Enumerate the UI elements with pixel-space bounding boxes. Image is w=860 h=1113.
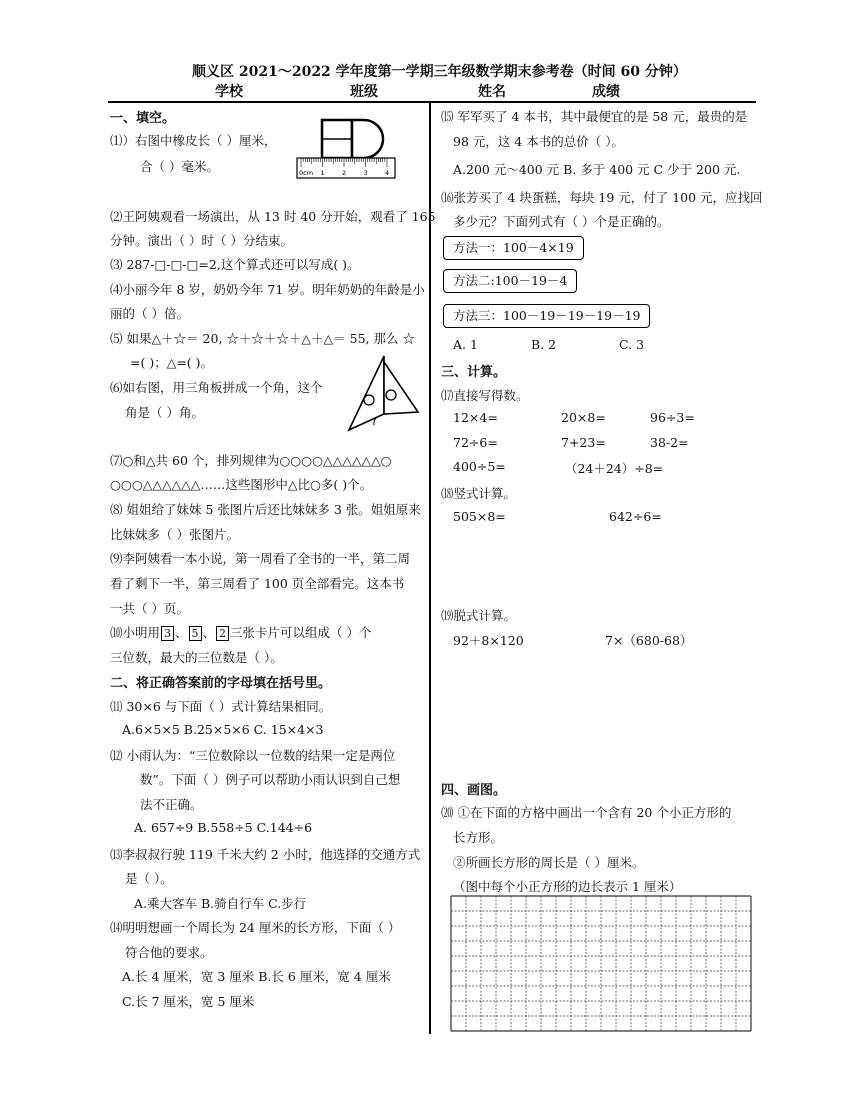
q10-suffix: 三张卡片可以组成（ ）个 [230, 625, 372, 640]
q14-line1: ⒁明明想画一个周长为 24 厘米的长方形，下面（ ） [110, 920, 401, 935]
oral-r1-c1: 12×4= [453, 410, 498, 425]
q5-line1: ⑸ 如果△＋☆＝ 20, ☆＋☆＋☆＋△＋△＝ 55, 那么 ☆ [110, 331, 415, 346]
q14-options-1: A.长 4 厘米，宽 3 厘米 B.长 6 厘米，宽 4 厘米 [122, 969, 391, 984]
q6-line2: 角是（ ）角。 [125, 405, 204, 420]
q18-item-2: 642÷6= [609, 509, 662, 524]
section-4-heading: 四、画图。 [441, 783, 507, 798]
ruler-label-4: 4 [385, 169, 390, 177]
q9-line2: 看了剩下一半，第三周看了 100 页全部看完。这本书 [110, 576, 405, 591]
q4-line1: ⑷小丽今年 8 岁，奶奶今年 71 岁。明年奶奶的年龄是小 [110, 282, 425, 297]
q16-option-b: B. 2 [531, 337, 557, 352]
q11-line: ⑾ 30×6 与下面（ ）式计算结果相同。 [110, 699, 332, 714]
q8-line1: ⑻ 姐姐给了妹妹 5 张图片后还比妹妹多 3 张。姐姐原来 [110, 502, 421, 517]
q7-line1: ⑺○和△共 60 个，排列规律为○○○○△△△△△△○ [110, 453, 392, 468]
oral-r2-c2: 7+23= [561, 435, 606, 450]
q19-item-1: 92＋8×120 [453, 633, 524, 648]
q15-line1: ⒂ 军军买了 4 本书，其中最便宜的是 58 元，最贵的是 [441, 109, 748, 124]
ruler-label-3: 3 [363, 169, 368, 177]
q20-line2: 长方形。 [453, 830, 504, 845]
q9-line1: ⑼李阿姨看一本小说，第一周看了全书的一半，第二周 [110, 551, 411, 566]
q20-line3: ②所画长方形的周长是（ ）厘米。 [453, 855, 645, 870]
q4-line2: 丽的（ ）倍。 [110, 306, 189, 321]
q7-line2: ○○○△△△△△△……这些图形中△比○多( )个。 [110, 477, 373, 492]
method-2-box: 方法二:100－19－4 [443, 269, 577, 293]
q13-line2: 是（ ）。 [125, 871, 173, 886]
q16-line1: ⒃张芳买了 4 块蛋糕，每块 19 元，付了 100 元，应找回 [441, 190, 763, 205]
digit-card-2: 2 [216, 626, 229, 641]
section-1-heading: 一、填空。 [110, 111, 176, 126]
column-divider [429, 102, 431, 1034]
q1-line2: 合（ ）毫米。 [140, 159, 219, 174]
ruler-label-0: 0cm [299, 169, 314, 177]
q20-line4: （图中每个小正方形的边长表示 1 厘米） [453, 879, 682, 894]
q13-options: A.乘大客车 B.骑自行车 C.步行 [134, 896, 307, 911]
q15-options: A.200 元〜400 元 B. 多于 400 元 C 少于 200 元. [453, 162, 741, 177]
q18-label: ⒅竖式计算。 [441, 486, 517, 501]
header-rule [108, 101, 756, 103]
q10-line1: ⑽小明用 3 、 5 、 2 三张卡片可以组成（ ）个 [110, 625, 372, 640]
q9-line3: 一共（ ）页。 [110, 601, 189, 616]
q17-label: ⒄直接写得数。 [441, 388, 529, 403]
q16-option-c: C. 3 [619, 337, 645, 352]
q8-line2: 比妹妹多（ ）张图片。 [110, 527, 239, 542]
q6-line1: ⑹如右图，用三角板拼成一个角，这个 [110, 380, 323, 395]
q19-item-2: 7×（680-68） [605, 633, 693, 648]
q18-item-1: 505×8= [453, 509, 506, 524]
q12-options: A. 657÷9 B.558÷5 C.144÷6 [134, 820, 313, 835]
field-score: 成绩 [592, 84, 620, 100]
oral-r1-c2: 20×8= [561, 410, 606, 425]
digit-card-5: 5 [189, 626, 202, 641]
q16-line2: 多少元？下面列式有（ ）个是正确的。 [453, 214, 670, 229]
set-squares-figure [343, 354, 423, 434]
ruler-eraser-figure [296, 118, 396, 180]
digit-card-3: 3 [161, 626, 174, 641]
field-class: 班级 [350, 84, 378, 100]
oral-r3-c1: 400÷5= [453, 459, 506, 474]
method-3-box: 方法三：100－19－19－19－19 [443, 304, 650, 328]
section-3-heading: 三、计算。 [441, 365, 507, 380]
q14-line2: 符合他的要求。 [125, 945, 213, 960]
oral-r2-c3: 38-2= [650, 435, 689, 450]
method-1-box: 方法一：100－4×19 [443, 236, 584, 260]
q10-prefix: ⑽小明用 [110, 625, 161, 640]
q12-line1: ⑿ 小雨认为：“三位数除以一位数的结果一定是两位 [110, 748, 396, 763]
q5-line2: =( )；△=( )。 [130, 355, 214, 370]
oral-r3-c2: （24＋24）÷8= [565, 461, 664, 476]
drawing-grid[interactable] [451, 896, 751, 1036]
q12-line3: 法不正确。 [140, 797, 203, 812]
q10-line2: 三位数，最大的三位数是（ ）。 [110, 650, 283, 665]
q12-line2: 数”。下面（ ）例子可以帮助小雨认识到自己想 [140, 772, 401, 787]
q20-line1: ⒇ ①在下面的方格中画出一个含有 20 个小正方形的 [441, 805, 732, 820]
q2-line1: ⑵王阿姨观看一场演出，从 13 时 40 分开始，观看了 165 [110, 209, 436, 224]
q16-option-a: A. 1 [453, 337, 478, 352]
page-title: 顺义区 2021～2022 学年度第一学期三年级数学期末参考卷（时间 60 分钟） [192, 64, 687, 80]
field-school: 学校 [215, 84, 243, 100]
oral-r1-c3: 96÷3= [650, 410, 695, 425]
q2-line2: 分钟。演出（ ）时（ ）分结束。 [110, 233, 293, 248]
section-2-heading: 二、将正确答案前的字母填在括号里。 [110, 676, 332, 691]
q13-line1: ⒀李叔叔行驶 119 千米大约 2 小时，他选择的交通方式 [110, 847, 421, 862]
q19-label: ⒆脱式计算。 [441, 608, 517, 623]
q1-line1: ⑴）右图中橡皮长（ ）厘米， [110, 133, 277, 148]
oral-r2-c1: 72÷6= [453, 435, 498, 450]
q15-line2: 98 元，这 4 本书的总价（ ）。 [453, 134, 625, 149]
q3-line: ⑶ 287-□-□-□=2,这个算式还可以写成( )。 [110, 257, 360, 272]
ruler-label-2: 2 [342, 169, 347, 177]
field-name: 姓名 [478, 84, 506, 100]
ruler-label-1: 1 [320, 169, 325, 177]
q14-options-2: C.长 7 厘米，宽 5 厘米 [122, 994, 255, 1009]
q11-options: A.6×5×5 B.25×5×6 C. 15×4×3 [122, 722, 324, 737]
